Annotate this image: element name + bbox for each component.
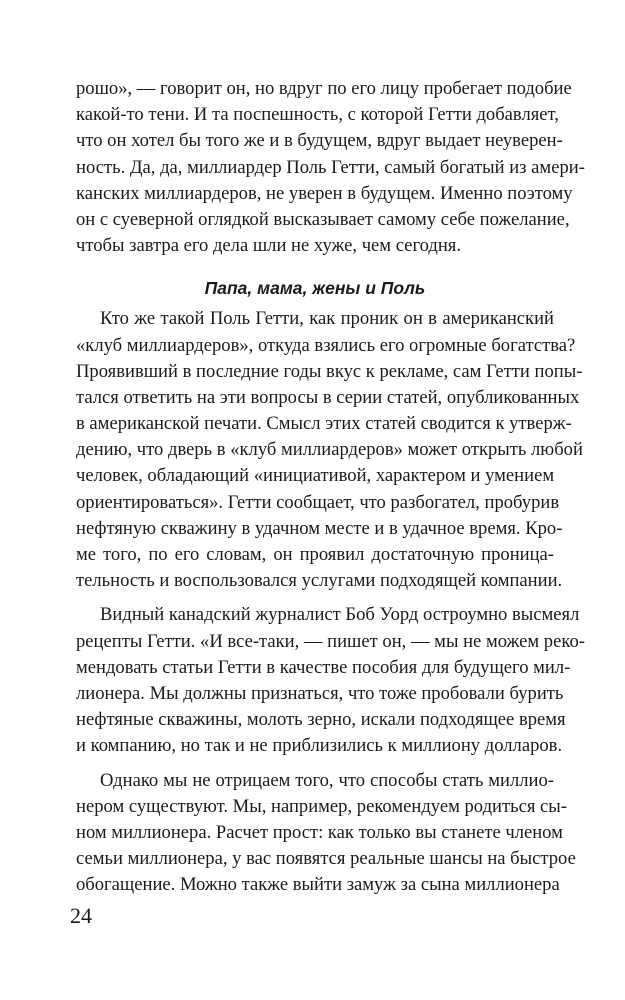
text-line: мендовать статьи Гетти в качестве пособия для будущего мил- <box>76 656 571 678</box>
text-line: семьи миллионера, у вас появятся реальные шансы на быстрое <box>76 848 576 870</box>
paragraph-4 <box>76 768 576 899</box>
page-body <box>76 76 585 898</box>
text-line: что он хотел бы того же и в будущем, вдруг выдает неуверен- <box>76 130 563 152</box>
text-line: ориентироваться». Гетти сообщает, что разбогател, пробурив <box>76 491 560 513</box>
text-line: канских миллиардеров, не уверен в будущем. Именно поэтому <box>76 182 573 204</box>
text-line: «клуб миллиардеров», откуда взялись его огромные богатства? <box>76 334 576 356</box>
text-line: рошо», — говорит он, но вдруг по его лицу пробегает подобие <box>76 78 572 99</box>
text-line: в американской печати. Смысл этих статей сводится к утверж- <box>76 413 572 435</box>
text-line: дению, что дверь в «клуб миллиардеров» может открыть любой <box>76 439 583 461</box>
text-line: нефтяную скважину в удачном месте и в удачное время. Кро- <box>76 517 563 539</box>
text-line: человек, обладающий «инициативой, характером и умением <box>76 465 555 487</box>
text-line: чтобы завтра его дела шли не хуже, чем сегодня. <box>76 235 461 257</box>
text-line: Видный канадский журналист Боб Уорд остроумно высмеял <box>100 604 580 626</box>
text-line: ном миллионера. Расчет прост: как только вы станете членом <box>76 821 563 843</box>
text-line: Кто же такой Поль Гетти, как проник он в американский <box>100 308 554 330</box>
text-line: обогащение. Можно также выйти замуж за сына миллионера <box>76 874 560 896</box>
text-line: он с суеверной оглядкой высказывает самому себе пожелание, <box>76 208 570 230</box>
text-line: Однако мы не отрицаем того, что способы стать миллио- <box>100 769 554 791</box>
text-line: и компанию, но так и не приблизились к миллиону долларов. <box>76 735 563 757</box>
text-line: лионера. Мы должны признаться, что тоже пробовали бурить <box>76 682 564 704</box>
text-line: тался ответить на эти вопросы в серии статей, опубликованных <box>76 386 580 408</box>
text-line: какой-то тени. И та поспешность, с которой Гетти добавляет, <box>76 104 559 126</box>
section-heading: Папа, мама, жены и Поль <box>204 278 426 299</box>
text-line: Проявивший в последние годы вкус к рекламе, сам Гетти попы- <box>76 360 583 382</box>
text-line: ность. Да, да, миллиардер Поль Гетти, самый богатый из амери- <box>76 156 585 178</box>
text-line: ме того, по его словам, он проявил достаточную проница- <box>76 544 554 565</box>
paragraph-2 <box>76 306 583 594</box>
text-line: нером существуют. Мы, например, рекомендуем родиться сы- <box>76 795 567 817</box>
text-line: тельность и воспользовался услугами подходящей компании. <box>76 570 563 592</box>
text-line: рецепты Гетти. «И все-таки, — пишет он, — мы не можем реко- <box>76 630 585 652</box>
paragraph-1 <box>76 76 585 259</box>
paragraph-3 <box>76 602 585 759</box>
page-number: 24 <box>70 903 92 928</box>
text-line: нефтяные скважины, молоть зерно, искали подходящее время <box>76 709 566 731</box>
